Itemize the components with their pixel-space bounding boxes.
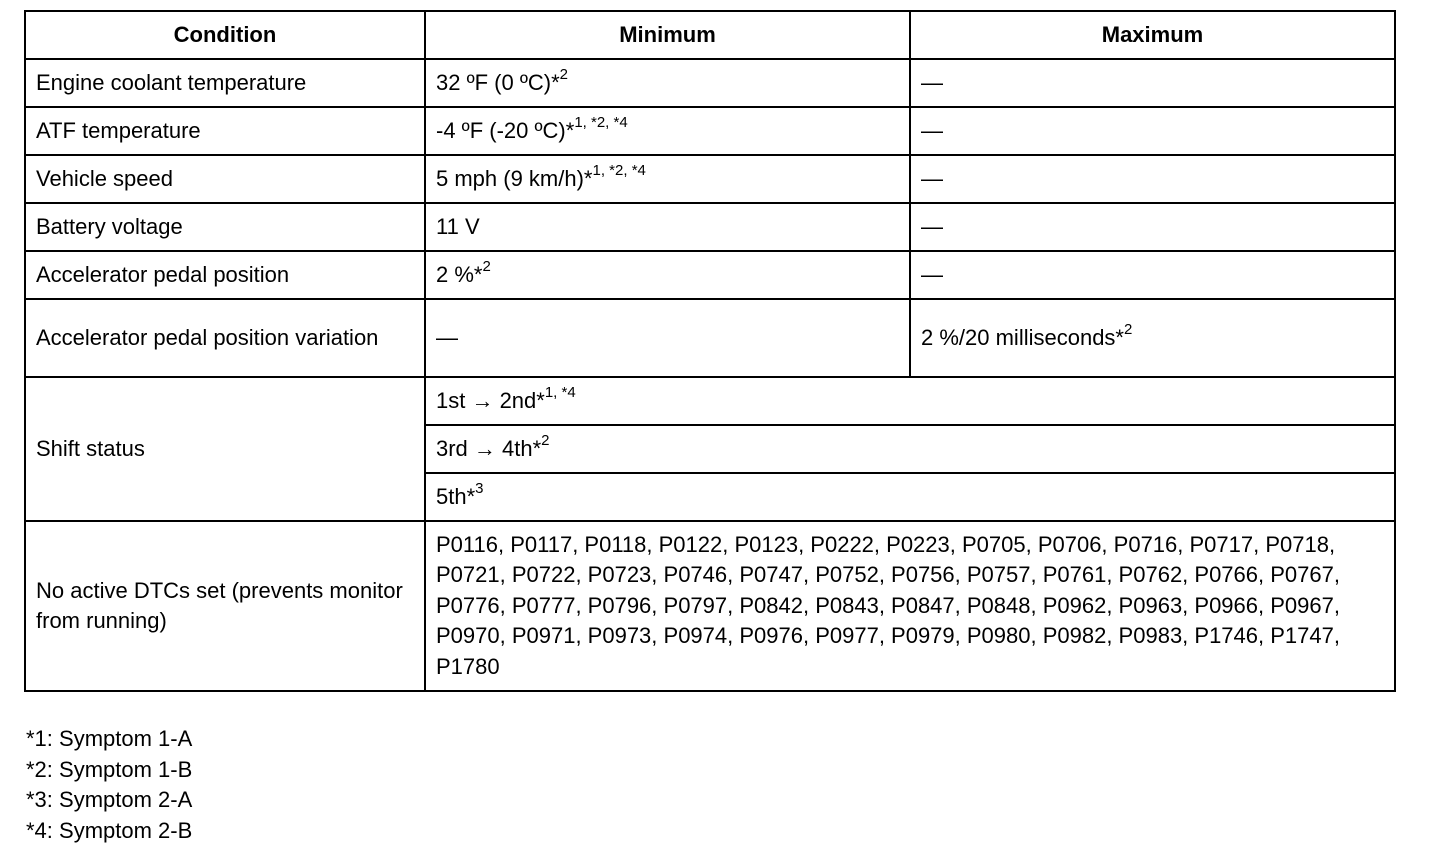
table-row: [25, 251, 1395, 299]
footnote: *3: Symptom 2-A: [26, 787, 193, 812]
maximum-cell: —: [910, 59, 1395, 107]
minimum-cell: 32 ºF (0 ºC)*$^2$: [425, 59, 910, 107]
maximum-cell: —: [910, 155, 1395, 203]
condition-cell: Engine coolant temperature: [25, 59, 425, 107]
shift-status-cell: 5th*$^3$: [425, 473, 1395, 521]
footnote-ref: 1, *4: [544, 383, 576, 401]
conditions-table: [24, 10, 1396, 692]
footnote-ref: 2: [1123, 320, 1133, 338]
table-row: [25, 155, 1395, 203]
condition-cell: No active DTCs set (prevents monitor from running): [25, 521, 425, 691]
table-row: [25, 521, 1395, 691]
table-row: [25, 107, 1395, 155]
table-row: [25, 299, 1395, 377]
maximum-cell: —: [910, 107, 1395, 155]
table-row: [25, 59, 1395, 107]
condition-cell: ATF temperature: [25, 107, 425, 155]
table-row: [25, 203, 1395, 251]
footnote-ref: 2: [482, 257, 491, 275]
footnote-ref: 3: [475, 479, 484, 497]
condition-cell: Accelerator pedal position: [25, 251, 425, 299]
minimum-cell: 2 %*$^2$: [425, 251, 910, 299]
minimum-cell: —: [425, 299, 910, 377]
minimum-cell: 11 V: [425, 203, 910, 251]
maximum-cell: —: [910, 251, 1395, 299]
footnote: *1: Symptom 1-A: [26, 726, 193, 751]
shift-status-cell: 3rd → 4th*$^2$: [425, 425, 1395, 473]
condition-cell: Battery voltage: [25, 203, 425, 251]
footnotes: [26, 724, 192, 846]
condition-cell: Accelerator pedal position variation: [25, 299, 425, 377]
header-maximum: Maximum: [910, 11, 1395, 59]
footnote-ref: 2: [541, 431, 550, 449]
footnote-ref: 1, *2, *4: [592, 161, 646, 179]
header-row: [25, 11, 1395, 59]
footnote: *4: Symptom 2-B: [26, 817, 193, 843]
maximum-cell: 2 %/20 milliseconds*$^2$: [910, 299, 1395, 377]
minimum-cell: -4 ºF (-20 ºC)*$^{1, *2, *4}$: [425, 107, 910, 155]
minimum-cell: 5 mph (9 km/h)*$^{1, *2, *4}$: [425, 155, 910, 203]
header-minimum: Minimum: [425, 11, 910, 59]
footnote-ref: 2: [559, 65, 568, 83]
table-row: [25, 377, 1395, 425]
dtc-codes-cell: P0116, P0117, P0118, P0122, P0123, P0222, P0223, P0705, P0706, P0716, P0717, P0718, P0721, P0722, P0723, P0746, P0747, P0752, P0756, P0757, P0761, P0762, P0766, P0767, P0776, P0777, P0796, P0797, P0842, P0843, P0847, P0848, P0962, P0963, P0966, P0967, P0970, P0971, P0973, P0974, P0976, P0977, P0979, P0980, P0982, P0983, P1746, P1747, P1780: [425, 521, 1395, 691]
maximum-cell: —: [910, 203, 1395, 251]
header-condition: Condition: [25, 11, 425, 59]
footnote-ref: 1, *2, *4: [574, 113, 628, 131]
footnote: *2: Symptom 1-B: [26, 756, 193, 782]
shift-status-cell: 1st → 2nd*$^{1, *4}$: [425, 377, 1395, 425]
condition-cell: Shift status: [25, 377, 425, 521]
condition-cell: Vehicle speed: [25, 155, 425, 203]
